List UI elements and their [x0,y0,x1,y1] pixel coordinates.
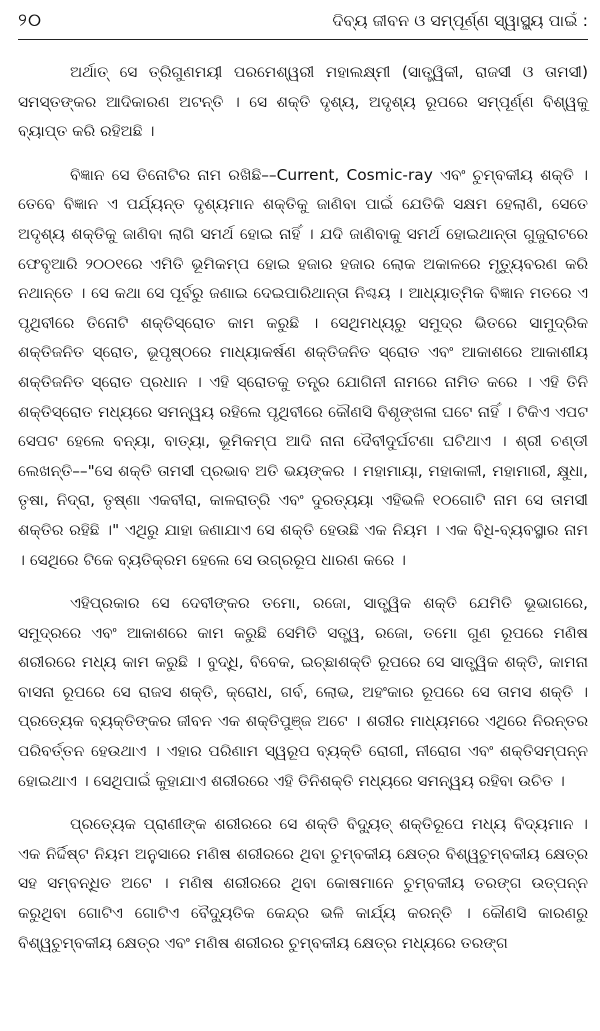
running-title: ଦିବ୍ୟ ଜୀବନ ଓ ସମ୍ପୂର୍ଣ୍ଣ ସ୍ୱାସ୍ଥ୍ୟ ପାଇଁ : [332,11,588,30]
paragraph: ପ୍ରତ୍ୟେକ ପ୍ରାଣୀଙ୍କ ଶରୀରରେ ସେ ଶକ୍ତି ବିଦ୍ୟୁତ୍ ଶକ୍ତିରୂପେ ମଧ୍ୟ ବିଦ୍ୟମାନ । ଏକ ନିର୍ଦ୍ଦିଷ୍ଟ ନିୟମ ଅନୁସାରେ ମଣିଷ ଶରୀରରେ ଥିବା ଚୁମ୍ବକୀୟ କ୍ଷେତ୍ର ବିଶ୍ୱଚୁମ୍ବକୀୟ କ୍ଷେତ୍ର ସହ ସମ୍ବନ୍ଧିତ ଅଟେ । ମଣିଷ ଶରୀରରେ ଥିବା କୋଷମାନେ ଚୁମ୍ବକୀୟ ତରଙ୍ଗ ଉତ୍ପନ୍ନ କରୁଥିବା ଗୋଟିଏ ଗୋଟିଏ ବୈଦ୍ୟୁତିକ କେନ୍ଦ୍ର ଭଳି କାର୍ଯ୍ୟ କରନ୍ତି । କୌଣସି କାରଣରୁ ବିଶ୍ୱଚୁମ୍ବକୀୟ କ୍ଷେତ୍ର ଏବଂ ମଣିଷ ଶରୀରର ଚୁମ୍ବକୀୟ କ୍ଷେତ୍ର ମଧ୍ୟରେ ତରଙ୍ଗ [18,815,588,952]
page-number: ୨୦ [18,10,42,31]
page-header [18,0,588,40]
paragraph: ଏହିପ୍ରକାର ସେ ଦେବୀଙ୍କର ତମୋ, ରଜୋ, ସାତ୍ତ୍ୱିକ ଶକ୍ତି ଯେମିତି ଭୂଭାଗରେ, ସମୁଦ୍ରରେ ଏବଂ ଆକାଶରେ କାମ କରୁଛି ସେମିତି ସତ୍ତ୍ୱ, ରଜୋ, ତମୋ ଗୁଣ ରୂପରେ ମଣିଷ ଶରୀରରେ ମଧ୍ୟ କାମ କରୁଛି । ବୁଦ୍ଧି, ବିବେକ, ଇଚ୍ଛାଶକ୍ତି ରୂପରେ ସେ ସାତ୍ତ୍ୱିକ ଶକ୍ତି, କାମନା ବାସନା ରୂପରେ ସେ ରାଜସ ଶକ୍ତି, କ୍ରୋଧ, ଗର୍ବ, ଲୋଭ, ଅହଂକାର ରୂପରେ ସେ ତାମସ ଶକ୍ତି । ପ୍ରତ୍ୟେକ ବ୍ୟକ୍ତିଙ୍କର ଜୀବନ ଏକ ଶକ୍ତିପୁଞ୍ଜ ଅଟେ । ଶରୀର ମାଧ୍ୟମରେ ଏଥିରେ ନିରନ୍ତର ପରିବର୍ତ୍ତନ ହେଉଥାଏ । ଏହାର ପରିଣାମ ସ୍ୱରୂପ ବ୍ୟକ୍ତି ରୋଗୀ, ନୀରୋଗ ଏବଂ ଶକ୍ତିସମ୍ପନ୍ନ ହୋଇଥାଏ । ସେଥିପାଇଁ କୁହାଯାଏ ଶରୀରରେ ଏହି ତିନିଶକ୍ତି ମଧ୍ୟରେ ସମନ୍ୱୟ ରହିବା ଉଚିତ । [18,594,588,790]
body-text [18,58,588,958]
paragraph: ବିଜ୍ଞାନ ସେ ତିନୋଟିର ନାମ ରଖିଛି––Current, Cosmic-ray ଏବଂ ଚୁମ୍ବକୀୟ ଶକ୍ତି । ତେବେ ବିଜ୍ଞାନ ଏ ପର୍ଯ୍ୟନ୍ତ ଦୃଶ୍ୟମାନ ଶକ୍ତିକୁ ଜାଣିବା ପାଇଁ ଯେତିକି ସକ୍ଷମ ହେଲାଣି, ସେତେ ଅଦୃଶ୍ୟ ଶକ୍ତିକୁ ଜାଣିବା ଲାଗି ସମର୍ଥ ହୋଇ ନାହିଁ । ଯଦି ଜାଣିବାକୁ ସମର୍ଥ ହୋଇଥାନ୍ତା ଗୁଜୁରାଟରେ ଫେବୃଆରି ୨୦୦୧ରେ ଏମିତି ଭୂମିକମ୍ପ ହୋଇ ହଜାର ହଜାର ଲୋକ ଅକାଳରେ ମୃତ୍ୟୁବରଣ କରି ନଥାନ୍ତେ । ସେ କଥା ସେ ପୂର୍ବରୁ ଜଣାଇ ଦେଇପାରିଥାନ୍ତା ନିଶ୍ଚୟ । ଆଧ୍ୟାତ୍ମିକ ବିଜ୍ଞାନ ମତରେ ଏ ପୃଥିବୀରେ ତିନୋଟି ଶକ୍ତିସ୍ରୋତ କାମ କରୁଛି । ସେଥିମଧ୍ୟରୁ ସମୁଦ୍ର ଭିତରେ ସାମୁଦ୍ରିକ ଶକ୍ତିଜନିତ ସ୍ରୋତ, ଭୂପୃଷ୍ଠରେ ମାଧ୍ୟାକର୍ଷଣ ଶକ୍ତିଜନିତ ସ୍ରୋତ ଏବଂ ଆକାଶରେ ଆକାଶୀୟ ଶକ୍ତିଜନିତ ସ୍ରୋତ ପ୍ରଧାନ । ଏହି ସ୍ରୋତକୁ ତନ୍ତ୍ର ଯୋଗିନୀ ନାମରେ ନାମିତ କରେ । ଏହି ତିନି ଶକ୍ତିସ୍ରୋତ ମଧ୍ୟରେ ସମନ୍ୱୟ ରହିଲେ ପୃଥିବୀରେ କୌଣସି ବିଶୃଙ୍ଖଳା ଘଟେ ନାହିଁ । ଟିକିଏ ଏପଟ ସେପଟ ହେଲେ ବନ୍ୟା, ବାତ୍ୟା, ଭୂମିକମ୍ପ ଆଦି ନାନା ଦୈବୀଦୁର୍ଘଟଣା ଘଟିଥାଏ । ଶ୍ରୀ ଚଣ୍ଡୀ ଲେଖନ୍ତି––"ସେ ଶକ୍ତି ତାମସୀ ପ୍ରଭାବ ଅତି ଭୟଙ୍କର । ମହାମାୟା, ମହାକାଳୀ, ମହାମାରୀ, କ୍ଷୁଧା, ତୃଷା, ନିଦ୍ରା, ତୃଷ୍ଣା ଏକବୀରା, କାଳରାତ୍ରି ଏବଂ ଦୁରତ୍ୟୟା ଏହିଭଳି ୧୦ଗୋଟି ନାମ ସେ ତାମସୀ ଶକ୍ତିର ରହିଛି ।" ଏଥିରୁ ଯାହା ଜଣାଯାଏ ସେ ଶକ୍ତି ହେଉଛି ଏକ ନିୟମ । ଏକ ବିଧି-ବ୍ୟବସ୍ଥାର ନାମ । ସେଥିରେ ଟିକେ ବ୍ୟତିକ୍ରମ ହେଲେ ସେ ଉଗ୍ରରୂପ ଧାରଣ କରେ । [18,165,588,569]
paragraph: ଅର୍ଥାତ୍ ସେ ତ୍ରିଗୁଣମୟୀ ପରମେଶ୍ୱରୀ ମହାଲକ୍ଷ୍ମୀ (ସାତ୍ତ୍ୱିକୀ, ରାଜସୀ ଓ ତାମସୀ) ସମସ୍ତଙ୍କର ଆଦିକାରଣ ଅଟନ୍ତି । ସେ ଶକ୍ତି ଦୃଶ୍ୟ, ଅଦୃଶ୍ୟ ରୂପରେ ସମ୍ପୂର୍ଣ୍ଣ ବିଶ୍ୱକୁ ବ୍ୟାପ୍ତ କରି ରହିଅଛି । [18,63,588,141]
